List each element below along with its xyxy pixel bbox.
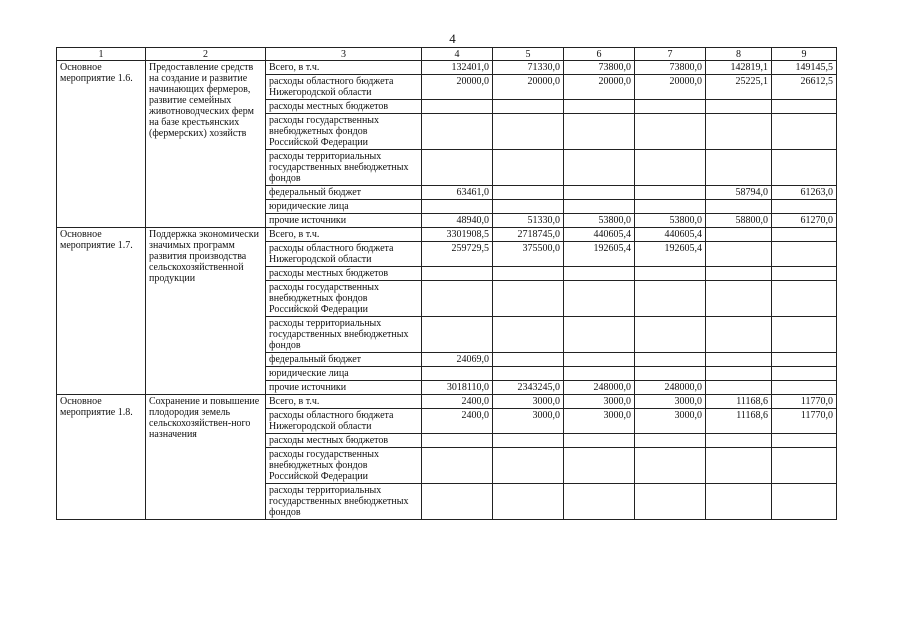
activity-code: Основное мероприятие 1.8.: [57, 395, 146, 520]
amount-cell: 3000,0: [635, 409, 706, 434]
amount-cell: 149145,5: [772, 61, 837, 75]
amount-cell: [635, 267, 706, 281]
amount-cell: [772, 150, 837, 186]
amount-cell: 53800,0: [564, 214, 635, 228]
amount-cell: [493, 317, 564, 353]
amount-cell: [635, 353, 706, 367]
funding-source-label: расходы государственных внебюджетных фондов Российской Федерации: [266, 448, 422, 484]
amount-cell: 51330,0: [493, 214, 564, 228]
amount-cell: [564, 434, 635, 448]
amount-cell: 3000,0: [493, 409, 564, 434]
funding-source-label: Всего, в т.ч.: [266, 395, 422, 409]
amount-cell: [635, 484, 706, 520]
amount-cell: [564, 114, 635, 150]
amount-cell: [772, 114, 837, 150]
amount-cell: [706, 228, 772, 242]
amount-cell: 2400,0: [422, 409, 493, 434]
amount-cell: [772, 267, 837, 281]
amount-cell: [635, 100, 706, 114]
amount-cell: [706, 281, 772, 317]
table-row: [57, 228, 837, 242]
amount-cell: [706, 434, 772, 448]
amount-cell: 375500,0: [493, 242, 564, 267]
amount-cell: 24069,0: [422, 353, 493, 367]
amount-cell: [635, 150, 706, 186]
funding-source-label: юридические лица: [266, 367, 422, 381]
funding-source-label: прочие источники: [266, 214, 422, 228]
amount-cell: [706, 381, 772, 395]
column-number: 9: [772, 48, 837, 61]
funding-source-label: расходы местных бюджетов: [266, 100, 422, 114]
amount-cell: [706, 114, 772, 150]
funding-source-label: расходы территориальных государственных внебюджетных фондов: [266, 150, 422, 186]
column-number: 6: [564, 48, 635, 61]
table-row: [57, 61, 837, 75]
funding-source-label: расходы областного бюджета Нижегородской области: [266, 242, 422, 267]
amount-cell: 73800,0: [564, 61, 635, 75]
amount-cell: 3301908,5: [422, 228, 493, 242]
amount-cell: 58794,0: [706, 186, 772, 200]
activity-name: Поддержка экономически значимых программ развития производства сельскохозяйственной продукции: [146, 228, 266, 395]
funding-source-label: федеральный бюджет: [266, 353, 422, 367]
amount-cell: [564, 267, 635, 281]
amount-cell: [564, 317, 635, 353]
amount-cell: 11770,0: [772, 395, 837, 409]
amount-cell: [422, 267, 493, 281]
amount-cell: [772, 100, 837, 114]
amount-cell: [422, 434, 493, 448]
amount-cell: 20000,0: [564, 75, 635, 100]
activity-code: Основное мероприятие 1.6.: [57, 61, 146, 228]
amount-cell: [635, 367, 706, 381]
amount-cell: [493, 367, 564, 381]
amount-cell: 248000,0: [564, 381, 635, 395]
amount-cell: 3000,0: [564, 395, 635, 409]
amount-cell: [706, 150, 772, 186]
amount-cell: [635, 317, 706, 353]
amount-cell: [564, 186, 635, 200]
amount-cell: [706, 200, 772, 214]
funding-source-label: федеральный бюджет: [266, 186, 422, 200]
amount-cell: 2343245,0: [493, 381, 564, 395]
amount-cell: [635, 200, 706, 214]
amount-cell: 3018110,0: [422, 381, 493, 395]
amount-cell: [706, 242, 772, 267]
funding-source-label: юридические лица: [266, 200, 422, 214]
amount-cell: [772, 484, 837, 520]
amount-cell: [422, 484, 493, 520]
column-number: 5: [493, 48, 564, 61]
amount-cell: [772, 228, 837, 242]
amount-cell: 58800,0: [706, 214, 772, 228]
column-number: 7: [635, 48, 706, 61]
page-number: 4: [449, 31, 456, 46]
amount-cell: [706, 448, 772, 484]
amount-cell: [493, 281, 564, 317]
amount-cell: 11168,6: [706, 409, 772, 434]
amount-cell: [493, 434, 564, 448]
activity-name: Сохранение и повышение плодородия земель сельскохозяйствен-ного назначения: [146, 395, 266, 520]
amount-cell: [772, 200, 837, 214]
amount-cell: [772, 448, 837, 484]
amount-cell: [706, 100, 772, 114]
amount-cell: [422, 200, 493, 214]
amount-cell: [493, 114, 564, 150]
amount-cell: 3000,0: [635, 395, 706, 409]
amount-cell: [564, 448, 635, 484]
amount-cell: [706, 267, 772, 281]
table-row: [57, 395, 837, 409]
amount-cell: [493, 448, 564, 484]
amount-cell: [422, 317, 493, 353]
amount-cell: [422, 114, 493, 150]
amount-cell: [772, 434, 837, 448]
funding-source-label: прочие источники: [266, 381, 422, 395]
amount-cell: 3000,0: [564, 409, 635, 434]
amount-cell: [493, 150, 564, 186]
amount-cell: 20000,0: [422, 75, 493, 100]
funding-source-label: расходы местных бюджетов: [266, 267, 422, 281]
amount-cell: [422, 150, 493, 186]
amount-cell: 73800,0: [635, 61, 706, 75]
amount-cell: [422, 367, 493, 381]
amount-cell: [564, 367, 635, 381]
amount-cell: [706, 367, 772, 381]
amount-cell: 63461,0: [422, 186, 493, 200]
amount-cell: [422, 100, 493, 114]
amount-cell: 259729,5: [422, 242, 493, 267]
funding-source-label: расходы территориальных государственных внебюджетных фондов: [266, 317, 422, 353]
amount-cell: [493, 484, 564, 520]
amount-cell: [635, 434, 706, 448]
amount-cell: [564, 150, 635, 186]
amount-cell: [772, 381, 837, 395]
amount-cell: 53800,0: [635, 214, 706, 228]
amount-cell: [635, 186, 706, 200]
activity-name: Предоставление средств на создание и развитие начинающих фермеров, развитие семейных животноводческих ферм на базе крестьянских (фермерских) хозяйств: [146, 61, 266, 228]
funding-source-label: Всего, в т.ч.: [266, 61, 422, 75]
amount-cell: [635, 114, 706, 150]
budget-table: [56, 47, 837, 520]
column-number: 3: [266, 48, 422, 61]
funding-source-label: расходы местных бюджетов: [266, 434, 422, 448]
amount-cell: 440605,4: [635, 228, 706, 242]
amount-cell: [564, 281, 635, 317]
amount-cell: [493, 186, 564, 200]
amount-cell: 61270,0: [772, 214, 837, 228]
amount-cell: [635, 448, 706, 484]
amount-cell: [493, 267, 564, 281]
amount-cell: [772, 317, 837, 353]
funding-source-label: расходы государственных внебюджетных фондов Российской Федерации: [266, 114, 422, 150]
amount-cell: [772, 281, 837, 317]
amount-cell: 192605,4: [635, 242, 706, 267]
amount-cell: [772, 367, 837, 381]
column-number-row: [57, 48, 837, 61]
amount-cell: 11770,0: [772, 409, 837, 434]
amount-cell: [564, 100, 635, 114]
funding-source-label: расходы государственных внебюджетных фондов Российской Федерации: [266, 281, 422, 317]
amount-cell: [772, 353, 837, 367]
amount-cell: 26612,5: [772, 75, 837, 100]
amount-cell: 440605,4: [564, 228, 635, 242]
column-number: 4: [422, 48, 493, 61]
amount-cell: [493, 353, 564, 367]
amount-cell: [493, 200, 564, 214]
amount-cell: [706, 317, 772, 353]
activity-code: Основное мероприятие 1.7.: [57, 228, 146, 395]
funding-source-label: Всего, в т.ч.: [266, 228, 422, 242]
amount-cell: 20000,0: [493, 75, 564, 100]
amount-cell: [564, 200, 635, 214]
amount-cell: 2718745,0: [493, 228, 564, 242]
column-number: 2: [146, 48, 266, 61]
amount-cell: [422, 448, 493, 484]
amount-cell: 248000,0: [635, 381, 706, 395]
amount-cell: 48940,0: [422, 214, 493, 228]
amount-cell: 3000,0: [493, 395, 564, 409]
amount-cell: 132401,0: [422, 61, 493, 75]
amount-cell: [706, 353, 772, 367]
table-body: [57, 48, 837, 520]
column-number: 1: [57, 48, 146, 61]
amount-cell: 2400,0: [422, 395, 493, 409]
funding-source-label: расходы областного бюджета Нижегородской области: [266, 409, 422, 434]
amount-cell: 71330,0: [493, 61, 564, 75]
amount-cell: [422, 281, 493, 317]
amount-cell: [635, 281, 706, 317]
amount-cell: 25225,1: [706, 75, 772, 100]
amount-cell: 20000,0: [635, 75, 706, 100]
amount-cell: [706, 484, 772, 520]
amount-cell: [564, 353, 635, 367]
funding-source-label: расходы территориальных государственных внебюджетных фондов: [266, 484, 422, 520]
amount-cell: 61263,0: [772, 186, 837, 200]
amount-cell: 11168,6: [706, 395, 772, 409]
amount-cell: 192605,4: [564, 242, 635, 267]
amount-cell: [493, 100, 564, 114]
amount-cell: 142819,1: [706, 61, 772, 75]
funding-source-label: расходы областного бюджета Нижегородской области: [266, 75, 422, 100]
amount-cell: [772, 242, 837, 267]
amount-cell: [564, 484, 635, 520]
column-number: 8: [706, 48, 772, 61]
